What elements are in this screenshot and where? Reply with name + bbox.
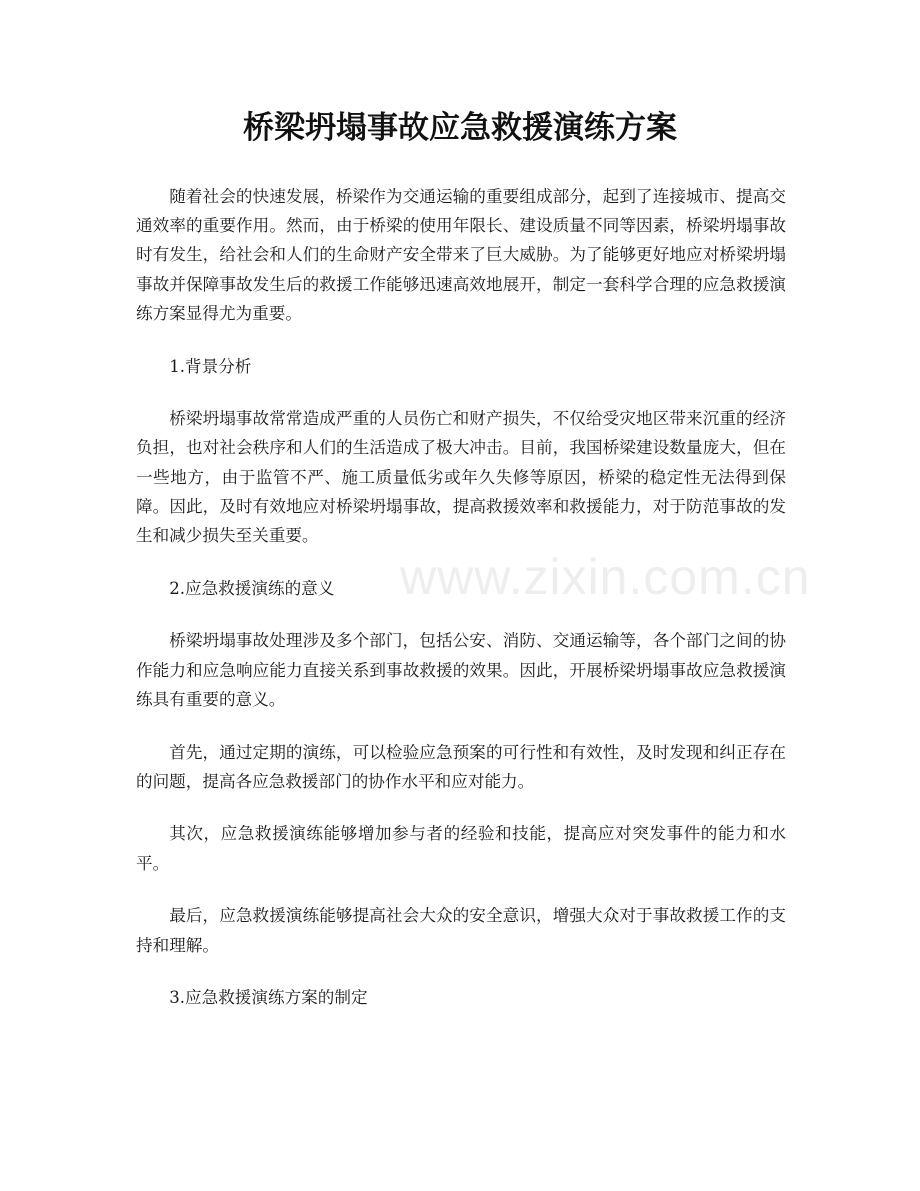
intro-paragraph: 随着社会的快速发展，桥梁作为交通运输的重要组成部分，起到了连接城市、提高交通效率的重要作用。然而，由于桥梁的使用年限长、建设质量不同等因素，桥梁坍塌事故时有发生，给社会和人们的生命财产安全带来了巨大威胁。为了能够更好地应对桥梁坍塌事故并保障事故发生后的救援工作能够迅速高效地展开，制定一套科学合理的应急救援演练方案显得尤为重要。 bbox=[136, 187, 786, 323]
background-paragraph: 桥梁坍塌事故常常造成严重的人员伤亡和财产损失，不仅给受灾地区带来沉重的经济负担，也对社会秩序和人们的生活造成了极大冲击。目前，我国桥梁建设数量庞大，但在一些地方，由于监管不严、施工质量低劣或年久失修等原因，桥梁的稳定性无法得到保障。因此，及时有效地应对桥梁坍塌事故，提高救援效率和救援能力，对于防范事故的发生和减少损失至关重要。 bbox=[136, 409, 786, 546]
significance-paragraph: 桥梁坍塌事故处理涉及多个部门，包括公安、消防、交通运输等，各个部门之间的协作能力和应急响应能力直接关系到事故救援的效果。因此，开展桥梁坍塌事故应急救援演练具有重要的意义。 bbox=[136, 631, 786, 709]
third-point-paragraph: 最后，应急救援演练能够提高社会大众的安全意识，增强大众对于事故救援工作的支持和理解。 bbox=[136, 906, 786, 955]
watermark-text: www.zixin.com.cn bbox=[400, 549, 811, 605]
section-heading-plan: 3.应急救援演练方案的制定 bbox=[169, 988, 368, 1008]
first-point-paragraph: 首先，通过定期的演练，可以检验应急预案的可行性和有效性，及时发现和纠正存在的问题，提高各应急救援部门的协作水平和应对能力。 bbox=[136, 742, 786, 791]
document-body bbox=[136, 182, 786, 1036]
second-point-paragraph: 其次，应急救援演练能够增加参与者的经验和技能，提高应对突发事件的能力和水平。 bbox=[136, 824, 786, 873]
section-heading-background: 1.背景分析 bbox=[169, 356, 252, 376]
section-heading-significance: 2.应急救援演练的意义 bbox=[169, 578, 335, 598]
document-title: 桥梁坍塌事故应急救援演练方案 bbox=[243, 110, 677, 146]
